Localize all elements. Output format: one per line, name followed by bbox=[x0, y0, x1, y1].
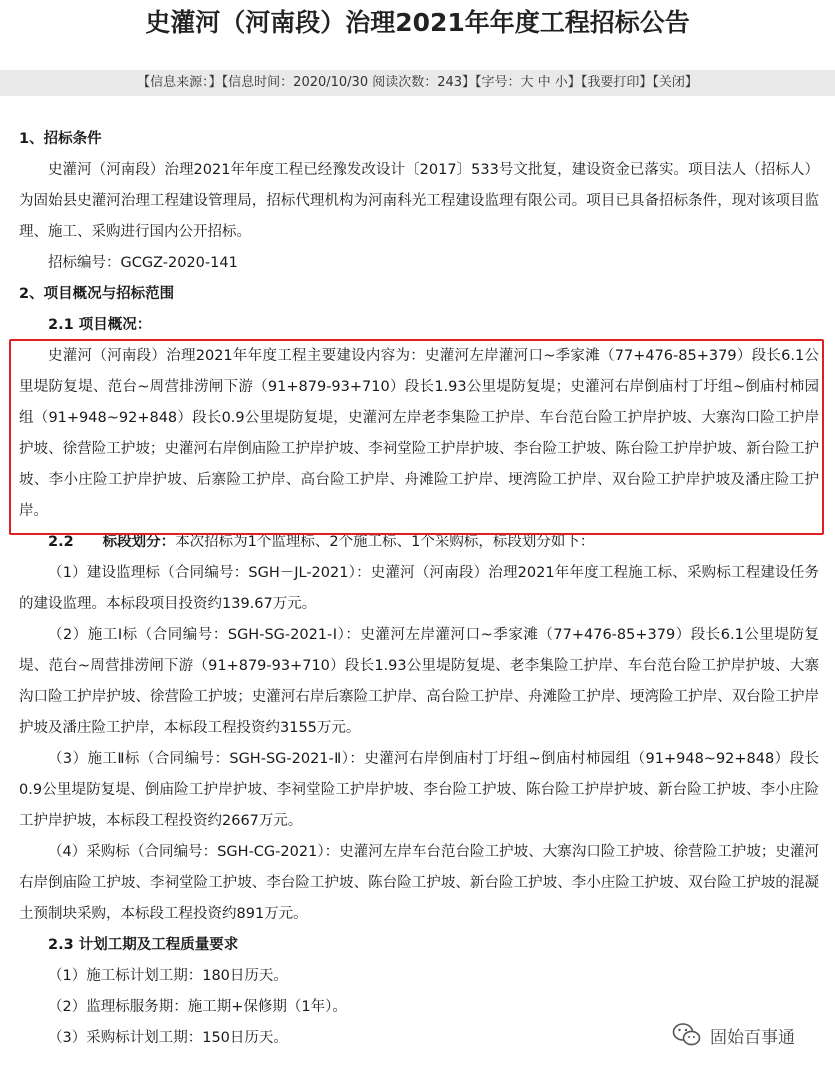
lot-division-intro: 本次招标为1个监理标、2个施工标、1个采购标，标段划分如下： bbox=[175, 534, 595, 550]
section-heading-2: 2、项目概况与招标范围 bbox=[19, 286, 175, 302]
close-link[interactable]: 【关闭】 bbox=[652, 75, 698, 90]
article-body bbox=[19, 124, 819, 1054]
section-heading-1: 1、招标条件 bbox=[19, 131, 102, 147]
paragraph-lot-division bbox=[19, 527, 819, 558]
paragraph-lot-2: （2）施工Ⅰ标（合同编号：SGH-SG-2021-Ⅰ）：史灌河左岸灌河口~季家滩（77+476-85+379）段长6.1公里堤防复堤、范台~周营排涝闸下游（91+879-93+710）段长1.93公里堤防复堤、老李集险工护岸、车台范台险工护岸护坡、大寨沟口险工护岸护坡、徐营险工护坡；史灌河右岸后寨险工护岸、高台险工护岸、舟滩险工护岸、埂湾险工护岸、双台险工护岸护坡及潘庄险工护岸，本标段工程投资约3155万元。 bbox=[19, 627, 819, 736]
paragraph-bid-number: 招标编号：GCGZ-2020-141 bbox=[48, 255, 238, 271]
section-heading-2-2: 2.2 标段划分： bbox=[48, 534, 176, 550]
page-title: 史灌河（河南段）治理2021年年度工程招标公告 bbox=[145, 8, 690, 37]
paragraph-schedule-1: （1）施工标计划工期：180日历天。 bbox=[48, 968, 288, 984]
print-link[interactable]: 【我要打印】 bbox=[580, 75, 653, 90]
paragraph-bidding-conditions: 史灌河（河南段）治理2021年年度工程已经豫发改设计〔2017〕533号文批复，建设资金已落实。项目法人（招标人）为固始县史灌河治理工程建设管理局，招标代理机构为河南科光工程建设监理有限公司。项目已具备招标条件，现对该项目监理、施工、采购进行国内公开招标。 bbox=[19, 162, 819, 240]
watermark-text: 固始百事通 bbox=[710, 1027, 795, 1048]
paragraph-schedule-2: （2）监理标服务期：施工期+保修期（1年）。 bbox=[48, 999, 347, 1015]
section-heading-2-1: 2.1 项目概况： bbox=[48, 317, 152, 333]
section-heading-2-3: 2.3 计划工期及工程质量要求 bbox=[48, 937, 239, 953]
wechat-icon bbox=[672, 1022, 702, 1048]
paragraph-schedule-3: （3）采购标计划工期：150日历天。 bbox=[48, 1030, 288, 1046]
font-size-controls[interactable]: 【字号：大 中 小】 bbox=[475, 75, 581, 90]
info-source: 【信息来源：】 bbox=[137, 75, 222, 90]
info-time: 【信息时间：2020/10/30 阅读次数：243】 bbox=[221, 75, 476, 90]
watermark bbox=[672, 1020, 795, 1050]
paragraph-project-overview: 史灌河（河南段）治理2021年年度工程主要建设内容为：史灌河左岸灌河口~季家滩（77+476-85+379）段长6.1公里堤防复堤、范台~周营排涝闸下游（91+879-93+710）段长1.93公里堤防复堤；史灌河右岸倒庙村丁圩组~倒庙村柿园组（91+948~92+848）段长0.9公里堤防复堤，史灌河左岸老李集险工护岸、车台范台险工护岸护坡、大寨沟口险工护岸护坡、徐营险工护坡；史灌河右岸倒庙险工护岸护坡、李祠堂险工护岸护坡、李台险工护坡、陈台险工护岸护坡、新台险工护坡、李小庄险工护岸护坡、后寨险工护岸、高台险工护岸、舟滩险工护岸、埂湾险工护岸、双台险工护岸护坡及潘庄险工护岸。 bbox=[19, 348, 819, 519]
info-bar bbox=[0, 70, 835, 96]
paragraph-lot-3: （3）施工Ⅱ标（合同编号：SGH-SG-2021-Ⅱ）：史灌河右岸倒庙村丁圩组~倒庙村柿园组（91+948~92+848）段长0.9公里堤防复堤、倒庙险工护岸护坡、李祠堂险工护岸护坡、李台险工护坡、陈台险工护岸护坡、新台险工护坡、李小庄险工护岸护坡，本标段工程投资约2667万元。 bbox=[19, 751, 819, 829]
paragraph-lot-4: （4）采购标（合同编号：SGH-CG-2021）：史灌河左岸车台范台险工护坡、大寨沟口险工护坡、徐营险工护坡；史灌河右岸倒庙险工护坡、李祠堂险工护坡、李台险工护坡、陈台险工护坡、新台险工护坡、李小庄险工护坡、双台险工护坡的混凝土预制块采购，本标段工程投资约891万元。 bbox=[19, 844, 819, 922]
paragraph-lot-1: （1）建设监理标（合同编号：SGH－JL-2021）：史灌河（河南段）治理2021年年度工程施工标、采购标工程建设任务的建设监理。本标段项目投资约139.67万元。 bbox=[19, 565, 819, 612]
